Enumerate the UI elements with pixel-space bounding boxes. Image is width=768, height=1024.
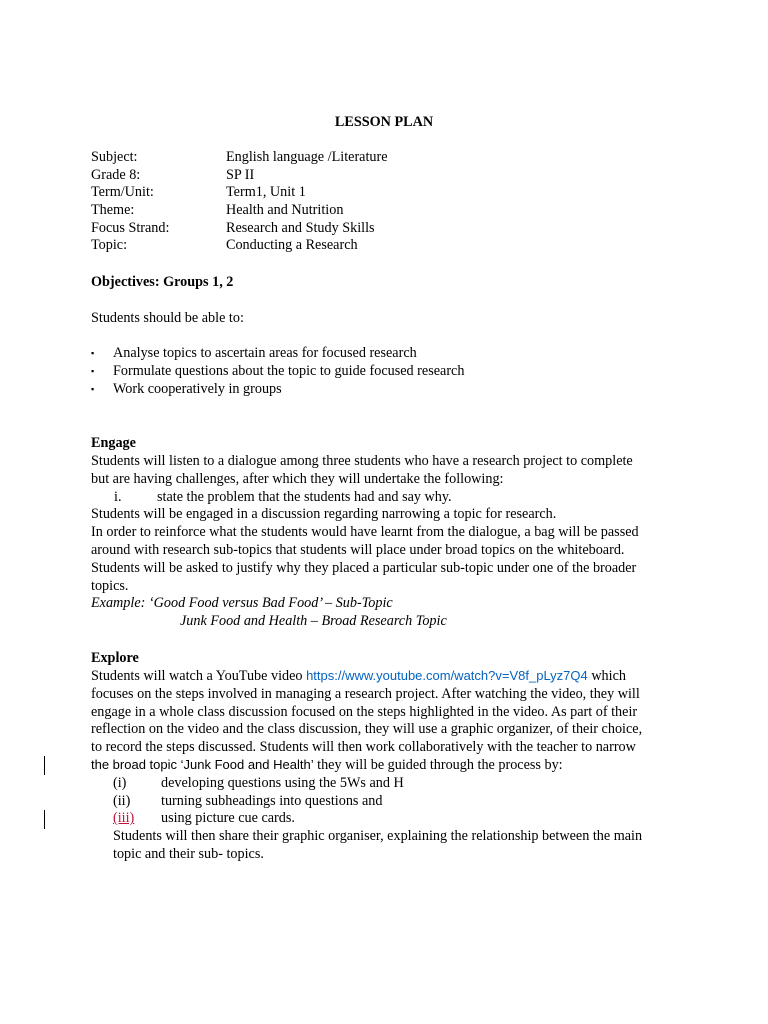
explore-text — [91, 756, 691, 774]
meta-value: SP II — [226, 166, 255, 183]
change-bar — [44, 756, 45, 775]
item-number: (ii) — [113, 792, 131, 809]
change-bar — [44, 810, 45, 829]
meta-row-topic — [91, 236, 388, 254]
meta-label: Topic: — [91, 237, 128, 254]
meta-label: Theme: — [91, 202, 135, 219]
objectives-list — [91, 344, 464, 398]
meta-label: Term/Unit: — [91, 184, 154, 201]
meta-label: Grade 8: — [91, 166, 141, 183]
engage-step — [91, 488, 691, 506]
explore-text: Students will then share their graphic organiser, explaining the relationship between the main — [113, 828, 643, 845]
meta-value: English language /Literature — [226, 149, 388, 165]
item-text: turning subheadings into questions and — [161, 792, 383, 809]
explore-heading: Explore — [91, 650, 139, 666]
item-number-tracked: (iii) — [113, 810, 135, 827]
bullet-icon: ▪ — [91, 366, 95, 376]
process-item — [91, 792, 691, 810]
explore-text: reflection on the video and the class discussion, they will use a graphic organizer, of their choice, — [91, 721, 643, 738]
engage-text: Students will be asked to justify why they placed a particular sub-topic under one of the broader — [91, 559, 637, 576]
engage-text: but are having challenges, after which they will undertake the following: — [91, 470, 504, 487]
meta-label: Subject: — [91, 149, 138, 165]
engage-text: topics. — [91, 577, 129, 594]
example-line: Example: ‘Good Food versus Bad Food’ – Sub-Topic — [91, 595, 393, 612]
youtube-link[interactable]: https://www.youtube.com/watch?v=V8f_pLyz7Q4 — [306, 668, 588, 683]
page-title: LESSON PLAN — [334, 114, 434, 130]
bullet-icon: ▪ — [91, 384, 95, 394]
engage-section — [91, 452, 691, 630]
engage-text: Students will listen to a dialogue among three students who have a research project to complete — [91, 453, 633, 469]
item-text: developing questions using the 5Ws and H — [161, 774, 404, 791]
meta-value: Term1, Unit 1 — [226, 184, 306, 201]
meta-value: Conducting a Research — [226, 237, 358, 254]
item-number: (i) — [113, 774, 127, 791]
list-item — [91, 344, 464, 362]
objective-text: Work cooperatively in groups — [113, 381, 282, 397]
meta-row-focus-strand — [91, 219, 388, 237]
engage-text: around with research sub-topics that students will place under broad topics on the whiteboard. — [91, 541, 625, 558]
explore-text-post: which — [587, 668, 626, 684]
explore-text: focuses on the steps involved in managing a research project. After watching the video, they will — [91, 685, 640, 702]
explore-text-rest: they will be guided through the process by: — [313, 756, 563, 773]
meta-row-theme — [91, 201, 388, 219]
meta-label: Focus Strand: — [91, 219, 170, 236]
objective-text: Analyse topics to ascertain areas for focused research — [113, 345, 417, 361]
process-item — [91, 774, 691, 792]
explore-text — [91, 667, 691, 685]
step-text: state the problem that the students had and say why. — [157, 488, 452, 505]
meta-row-term — [91, 183, 388, 201]
list-item — [91, 380, 464, 398]
explore-text: to record the steps discussed. Students will then work collaboratively with the teacher to narrow — [91, 739, 636, 756]
objectives-heading: Objectives: Groups 1, 2 — [91, 274, 234, 290]
list-item — [91, 362, 464, 380]
engage-text: In order to reinforce what the students would have learnt from the dialogue, a bag will be passed — [91, 524, 639, 541]
lesson-meta — [91, 148, 388, 254]
broad-topic-text: the broad topic ‘Junk Food and Health’ — [91, 756, 314, 772]
objective-text: Formulate questions about the topic to guide focused research — [113, 363, 465, 379]
explore-text-pre: Students will watch a YouTube video — [91, 668, 307, 684]
engage-heading: Engage — [91, 435, 136, 451]
meta-row-grade — [91, 166, 388, 184]
explore-text: topic and their sub- topics. — [113, 845, 264, 862]
step-number: i. — [114, 488, 122, 505]
explore-section — [91, 667, 691, 863]
item-text: using picture cue cards. — [161, 810, 295, 827]
example-line: Junk Food and Health – Broad Research Topic — [180, 613, 447, 630]
explore-text: engage in a whole class discussion focused on the steps highlighted in the video. As part of their — [91, 703, 638, 720]
engage-text: Students will be engaged in a discussion regarding narrowing a topic for research. — [91, 506, 557, 523]
meta-value: Health and Nutrition — [226, 202, 344, 219]
meta-row-subject — [91, 148, 388, 166]
meta-value: Research and Study Skills — [226, 219, 375, 236]
objectives-intro: Students should be able to: — [91, 310, 244, 326]
bullet-icon: ▪ — [91, 348, 95, 358]
process-item — [91, 809, 691, 827]
